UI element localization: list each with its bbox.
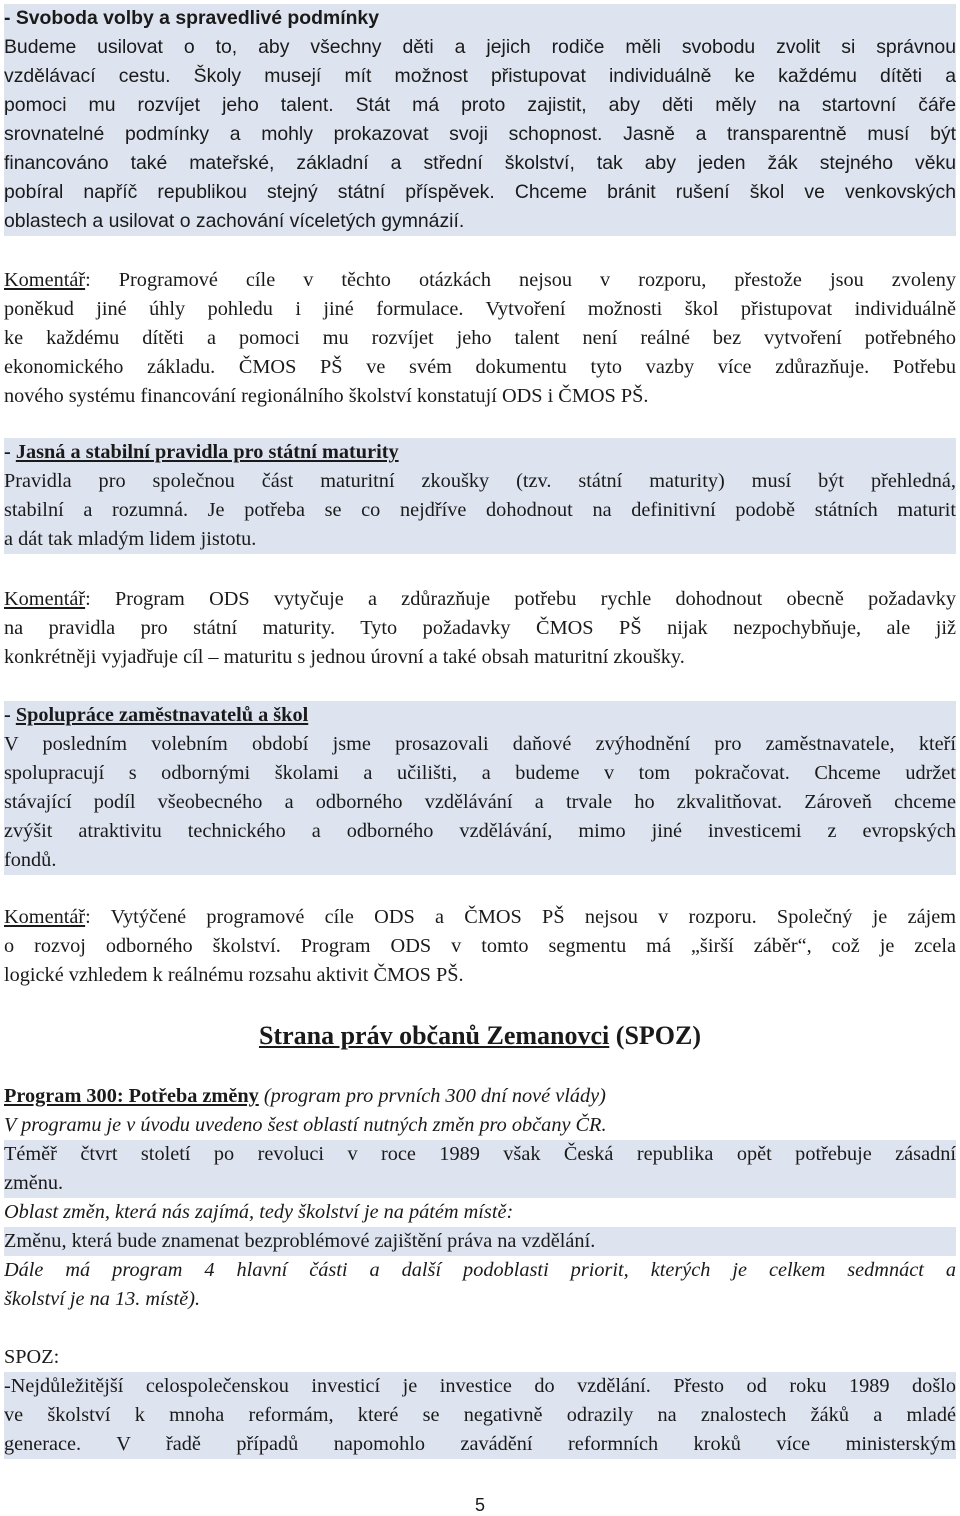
paragraph-line: poněkud jiné úhly pohledu i jiné formulace. Vytvoření možnosti škol přistupovat individuálně [4, 298, 956, 320]
paragraph-line: logické vzhledem k reálnému rozsahu aktivit ČMOS PŠ. [4, 964, 464, 986]
comment-first-line [4, 585, 956, 614]
heading-dash: - [4, 441, 16, 463]
program-intro: V programu je v úvodu uvedeno šest oblastí nutných změn pro občany ČR. [4, 1114, 607, 1136]
area-intro: Oblast změn, která nás zajímá, tedy školství je na pátém místě: [4, 1201, 514, 1223]
paragraph-line: srovnatelné podmínky a mohly prokazovat svoji schopnost. Jasně a transparentně musí být [4, 123, 956, 145]
area-text: Změnu, která bude znamenat bezproblémové zajištění práva na vzdělání. [4, 1230, 596, 1252]
spoz-label: SPOZ: [4, 1346, 60, 1368]
program-section [4, 1082, 956, 1140]
spoz-label-block [4, 1343, 956, 1372]
comment-text: : Program ODS vytyčuje a zdůrazňuje potřebu rychle dohodnout obecně požadavky [85, 588, 956, 610]
section-heading-line [4, 701, 956, 730]
comment-text: : Programové cíle v těchto otázkách nejsou v rozporu, přestože jsou zvoleny [85, 269, 956, 291]
paragraph-line: fondů. [4, 849, 57, 871]
section-heading: Spolupráce zaměstnavatelů a škol [15, 704, 309, 726]
paragraph-line: Téměř čtvrt století po revoluci v roce 1989 však Česká republika opět potřebuje zásadní [4, 1143, 956, 1165]
paragraph-line: a dát tak mladým lidem jistotu. [4, 528, 257, 550]
paragraph-line: Budeme usilovat o to, aby všechny děti a jejich rodiče měli svobodu zvolit si správnou [4, 36, 956, 58]
paragraph-line: o rozvoj odborného školství. Program ODS v tomto segmentu má „širší záběr“, což je zcela [4, 935, 956, 957]
program-subtitle: (program pro prvních 300 dní nové vlády) [258, 1085, 606, 1107]
party-title [0, 1019, 960, 1053]
paragraph-line: vzdělávací cestu. Školy musejí mít možnost přistupovat individuálně ke každému dítěti a [4, 65, 956, 87]
paragraph-line: pomoci mu rozvíjet jeho talent. Stát má proto zajistit, aby děti měly na startovní čáře [4, 94, 956, 116]
section-heading-line [4, 438, 956, 467]
party-abbrev: (SPOZ) [609, 1021, 702, 1050]
section-heading: - Svoboda volby a spravedlivé podmínky [4, 7, 379, 29]
paragraph-line: zvýšit atraktivitu technického a odborného vzdělávání, mimo jiné investicemi z evropských [4, 820, 956, 842]
comment-first-line [4, 266, 956, 295]
paragraph-line: na pravidla pro státní maturity. Tyto požadavky ČMOS PŠ nijak nezpochybňuje, ale již [4, 617, 956, 639]
section-free-choice [4, 4, 956, 236]
paragraph-line: ve školství k mnoha reformám, které se negativně odrazily na znalostech žáků a mladé [4, 1404, 956, 1426]
program-revolution [4, 1140, 956, 1198]
comment-text: : Vytýčené programové cíle ODS a ČMOS PŠ nejsou v rozporu. Společný je zájem [85, 906, 956, 928]
heading-dash: - [4, 704, 16, 726]
paragraph-line: generace. V řadě případů napomohlo zavádění reformních kroků více ministerským [4, 1433, 956, 1455]
paragraph-line: spolupracují s odbornými školami a učilišti, a budeme v tom pokračovat. Chceme udržet [4, 762, 956, 784]
comment-first-line [4, 903, 956, 932]
paragraph-line: stávající podíl všeobecného a odborného vzdělávání a trvale ho zkvalitňovat. Zároveň chceme [4, 791, 956, 813]
section-state-maturity [4, 438, 956, 554]
comment-1 [4, 266, 956, 411]
comment-3 [4, 903, 956, 990]
program-area [4, 1227, 956, 1256]
paragraph-line: -Nejdůležitější celospolečenskou investicí je investice do vzdělání. Přesto od roku 1989 došlo [4, 1375, 956, 1397]
paragraph-line: pobíral napříč republikou stejný státní příspěvek. Chceme bránit rušení škol ve venkovských [4, 181, 956, 203]
comment-label: Komentář [4, 269, 86, 291]
paragraph-line: ekonomického základu. ČMOS PŠ ve svém dokumentu tyto vazby více zdůrazňuje. Potřebu [4, 356, 956, 378]
paragraph-line: ke každému dítěti a pomoci mu rozvíjet jeho talent není reálné bez vytvoření potřebného [4, 327, 956, 349]
paragraph-line: V posledním volebním období jsme prosazovali daňové zvýhodnění pro zaměstnavatele, kteří [4, 733, 956, 755]
program-area-intro [4, 1198, 956, 1227]
program-parts [4, 1256, 956, 1314]
comment-label: Komentář [4, 906, 86, 928]
program-title-line [4, 1082, 956, 1111]
paragraph-line: financováno také mateřské, základní a střední školství, tak aby jeden žák stejného věku [4, 152, 956, 174]
paragraph-line: nového systému financování regionálního školství konstatují ODS i ČMOS PŠ. [4, 385, 649, 407]
paragraph-line: změnu. [4, 1172, 64, 1194]
spoz-section [4, 1372, 956, 1459]
section-employer-cooperation [4, 701, 956, 875]
party-name: Strana práv občanů Zemanovci [258, 1021, 610, 1050]
paragraph-line: Dále má program 4 hlavní části a další podoblasti priorit, kterých je celkem sedmnáct a [4, 1259, 956, 1281]
paragraph-line: stabilní a rozumná. Je potřeba se co nejdříve dohodnout na definitivní podobě státních maturit [4, 499, 956, 521]
program-title: Program 300: Potřeba změny [4, 1085, 259, 1107]
paragraph-line: konkrétněji vyjadřuje cíl – maturitu s jednou úrovní a také obsah maturitní zkoušky. [4, 646, 685, 668]
comment-2 [4, 585, 956, 672]
paragraph-line: Pravidla pro společnou část maturitní zkoušky (tzv. státní maturity) musí být přehledná, [4, 470, 956, 492]
section-heading: Jasná a stabilní pravidla pro státní maturity [15, 441, 399, 463]
paragraph-line: oblastech a usilovat o zachování víceletých gymnázií. [4, 210, 465, 232]
page-number: 5 [474, 1495, 485, 1515]
comment-label: Komentář [4, 588, 86, 610]
paragraph-line: školství je na 13. místě). [4, 1288, 201, 1310]
